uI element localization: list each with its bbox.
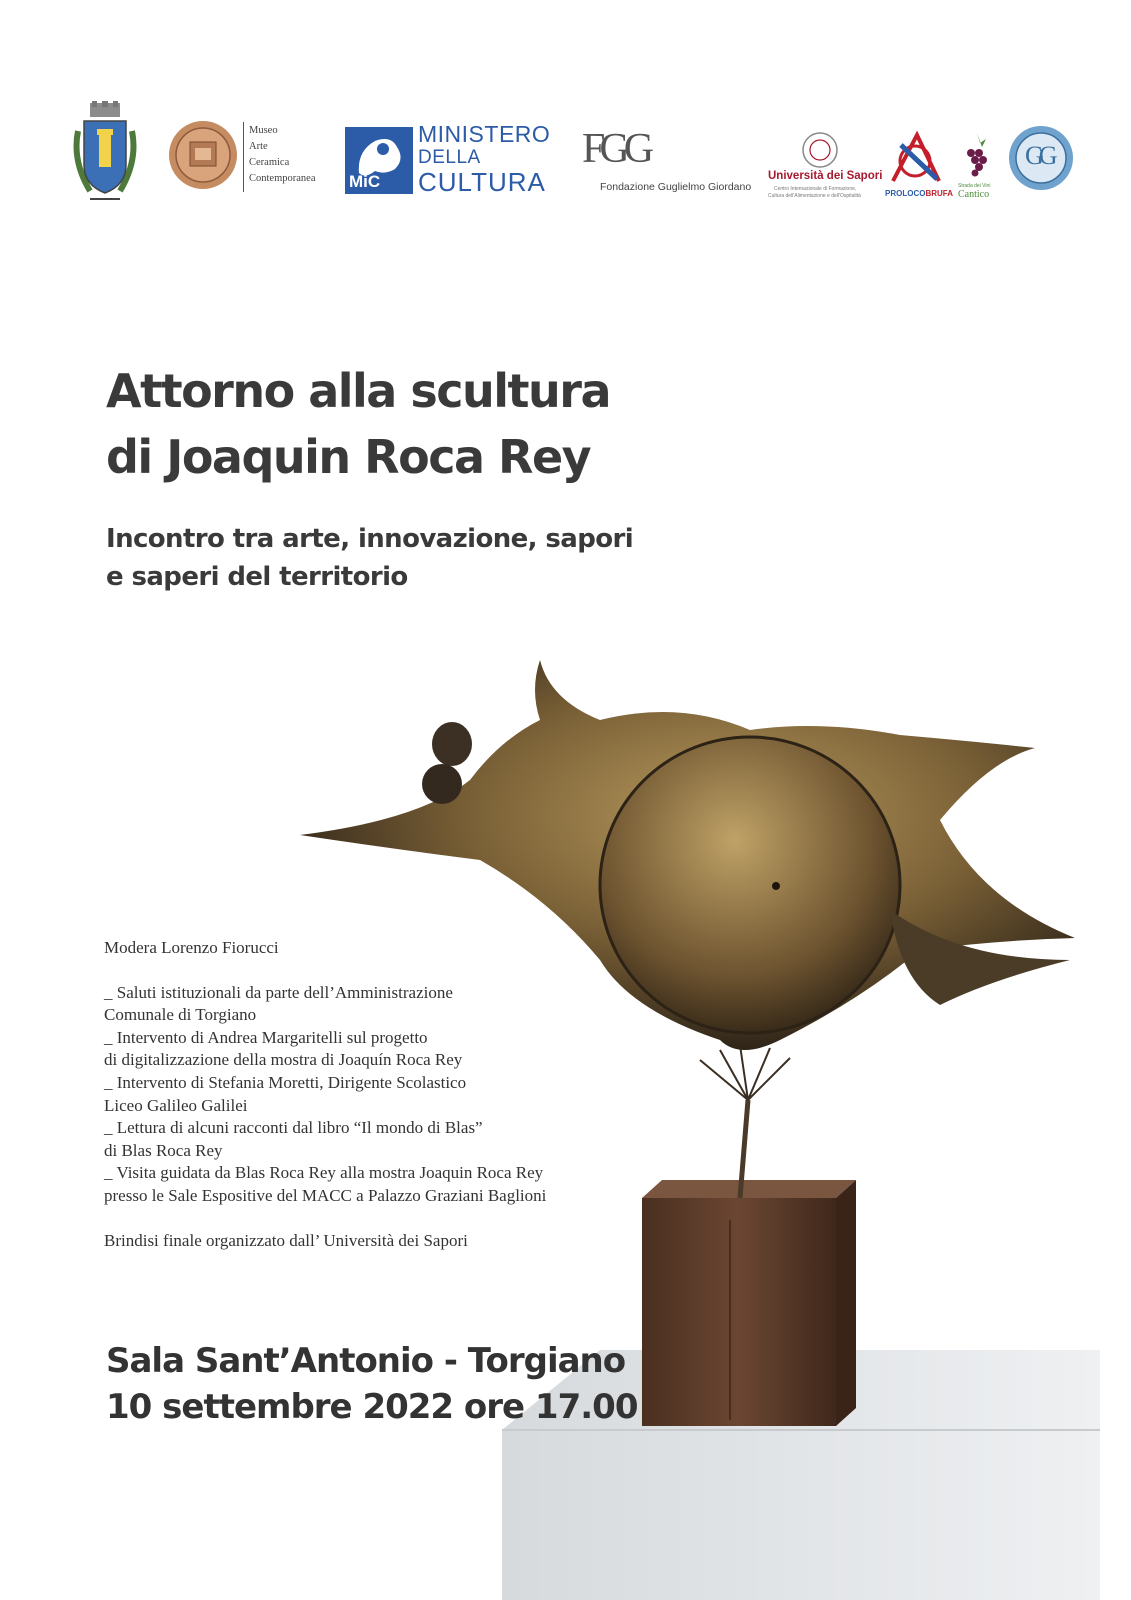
museo-line-4: Contemporanea [249,173,316,184]
subtitle-line-1: Incontro tra arte, innovazione, sapori [106,524,634,554]
program-line: Liceo Galileo Galilei [104,1095,248,1115]
program-list [104,937,624,1252]
mic-box [345,127,413,194]
ministero-text [418,122,550,197]
proloco-name [885,189,953,198]
ministero-line-2: DELLA [418,147,481,168]
program-line: di digitalizzazione della mostra di Joaquín Roca Rey [104,1050,463,1070]
museo-seal-logo [168,120,238,190]
program-line: _ Saluti istituzionali da parte dell’Amministrazione [104,982,453,1002]
sponsor-logos [0,95,1131,215]
ministero-line-1: MINISTERO [418,121,551,147]
cantico-small: Strada dei Vini [958,183,991,189]
museo-line-1: Museo [249,125,278,136]
proloco-brufa-icon [887,131,945,187]
program-line: di Blas Roca Rey [104,1140,223,1160]
museo-text-block [249,123,315,187]
proloco-name-2: BRUFA [925,189,954,198]
universita-sub-1: Centro Internazionale di Formazione, [774,186,857,192]
subtitle-line-2: e saperi del territorio [106,562,408,592]
universita-sub-2: Cultura dell'Alimentazione e dell'Ospitalità [768,193,861,199]
cantico-name: Cantico [958,189,990,200]
museo-line-3: Ceramica [249,157,290,168]
galilei-mark: GG [1025,141,1053,170]
comune-torgiano-crest-logo [70,101,140,209]
venue-line: Sala Sant’Antonio - Torgiano [106,1341,626,1381]
museo-divider [243,122,244,192]
venue-date [106,1338,637,1430]
page-subtitle [106,520,633,596]
program-line: presso le Sale Espositive del MACC a Palazzo Graziani Baglioni [104,1185,547,1205]
proloco-name-1: PROLOCO [885,189,926,198]
museo-line-2: Arte [249,141,268,152]
universita-name: Università dei Sapori [768,170,883,182]
program-gap-1 [104,960,624,982]
program-line: _ Intervento di Andrea Margaritelli sul progetto [104,1027,428,1047]
universita-seal-icon [801,131,839,169]
title-line-2: di Joaquin Roca Rey [106,430,591,484]
program-line: _ Visita guidata da Blas Roca Rey alla mostra Joaquin Roca Rey [104,1163,544,1183]
program-gap-2 [104,1208,624,1230]
ministero-line-3: CULTURA [418,167,546,197]
page-title [106,358,610,490]
date-line: 10 settembre 2022 ore 17.00 [106,1387,638,1427]
title-line-1: Attorno alla scultura [106,364,610,418]
mic-abbr: MiC [349,172,381,191]
moderator-line: Modera Lorenzo Fiorucci [104,938,279,957]
fgg-name: Fondazione Guglielmo Giordano [600,181,752,193]
program-line: _ Lettura di alcuni racconti dal libro “Il mondo di Blas” [104,1118,483,1138]
program-line: Comunale di Torgiano [104,1005,257,1025]
cantico-grapes-icon [962,131,992,181]
program-line: _ Intervento di Stefania Moretti, Dirigente Scolastico [104,1072,467,1092]
closing-line: Brindisi finale organizzato dall’ Università dei Sapori [104,1230,468,1250]
fgg-mark: FGG [582,126,649,172]
